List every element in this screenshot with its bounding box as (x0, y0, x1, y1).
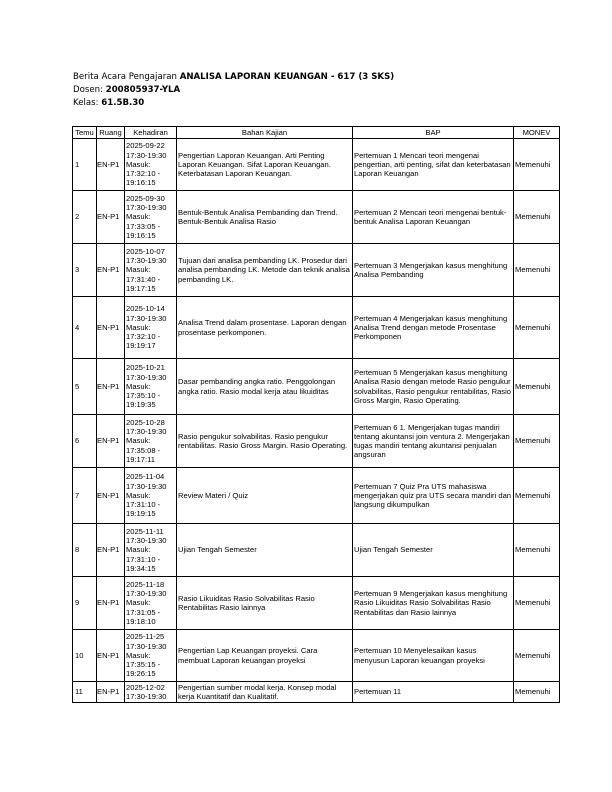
bap-cell (353, 630, 514, 682)
meeting-number: 7 (73, 468, 97, 524)
attendance-schedule: 17:30-19:30 (126, 641, 167, 651)
attendance-schedule: 17:30-19:30 (126, 256, 167, 266)
attendance-date: 2025-11-25 (126, 632, 165, 642)
attendance-checkin: 17:31:10 - (126, 554, 161, 564)
bap-text: Pertemuan 2 Mencari teori mengenai bentuk-bentuk Analisa Laporan Keuangan (354, 207, 507, 226)
room-code: EN-P1 (97, 139, 125, 191)
material-cell (177, 359, 353, 415)
attendance-checkin: 17:31:40 - (126, 274, 161, 284)
table-row (73, 359, 560, 415)
attendance-checkout: 19:17:11 (126, 454, 155, 464)
attendance-date: 2025-09-22 (126, 141, 165, 151)
table-row (73, 191, 560, 244)
monev-status: Memenuhi (514, 297, 560, 359)
material-text: Pengertian sumber modal kerja. Konsep modal kerja Kuantitatif dan Kualitatif. (178, 682, 337, 701)
table-row (73, 468, 560, 524)
attendance-status: Masuk: (126, 322, 151, 332)
attendance-checkin: 17:35:10 - (126, 391, 161, 401)
meeting-number: 1 (73, 139, 97, 191)
room-code: EN-P1 (97, 191, 125, 244)
meeting-number: 5 (73, 359, 97, 415)
bap-cell (353, 244, 514, 297)
attendance-status: Masuk: (126, 650, 151, 660)
room-code: EN-P1 (97, 468, 125, 524)
attendance-checkin: 17:32:10 - (126, 169, 161, 179)
bap-text: Pertemuan 9 Mengerjakan kasus menghitung Rasio Likuiditas Rasio Solvabilitas Rasio Rentabilitas dan Rasio lainnya (354, 589, 508, 617)
attendance-cell (125, 415, 177, 468)
col-header-bap: BAP (353, 127, 514, 139)
monev-status: Memenuhi (514, 468, 560, 524)
class-label: Kelas: (73, 98, 99, 108)
attendance-cell (125, 524, 177, 577)
bap-cell (353, 139, 514, 191)
attendance-cell (125, 630, 177, 682)
attendance-checkin: 17:31:10 - (126, 500, 161, 510)
attendance-date: 2025-09-30 (126, 193, 165, 203)
bap-text: Pertemuan 6 1. Mengerjakan tugas mandiri tentang akuntansi join ventura 2. Mengerjakan tugas mandiri tentang akuntansi penjualan angsuran (354, 422, 510, 460)
attendance-date: 2025-12-02 (126, 682, 165, 692)
material-text: Bentuk-Bentuk Analisa Pembanding dan Trend. Bentuk-Bentuk Analisa Rasio (178, 207, 338, 226)
table-row (73, 630, 560, 682)
table-row (73, 682, 560, 703)
attendance-status: Masuk: (126, 598, 151, 608)
title-line (73, 71, 394, 84)
attendance-checkout: 19:17:15 (126, 283, 156, 293)
attendance-checkout: 19:34:15 (126, 563, 156, 573)
material-cell (177, 415, 353, 468)
monev-status: Memenuhi (514, 577, 560, 630)
attendance-date: 2025-11-18 (126, 579, 165, 589)
attendance-cell (125, 468, 177, 524)
attendance-status: Masuk: (126, 159, 151, 169)
meeting-number: 2 (73, 191, 97, 244)
table-row (73, 415, 560, 468)
material-text: Analisa Trend dalam prosentase. Laporan dengan prosentase perkomponen. (178, 318, 347, 337)
room-code: EN-P1 (97, 415, 125, 468)
course-name: ANALISA LAPORAN KEUANGAN - 617 (3 SKS) (179, 72, 395, 82)
attendance-checkout: 19:16:15 (126, 230, 156, 240)
monev-status: Memenuhi (514, 630, 560, 682)
room-code: EN-P1 (97, 297, 125, 359)
class-id: 61.5B.30 (101, 98, 145, 108)
meeting-number: 3 (73, 244, 97, 297)
table-row (73, 524, 560, 577)
bap-cell (353, 415, 514, 468)
material-text: Tujuan dari analisa pembanding LK. Prosedur dari analisa pembanding LK. Metode dan teknik analisa pembanding LK. (178, 256, 350, 284)
attendance-status: Masuk: (126, 545, 151, 555)
attendance-cell (125, 139, 177, 191)
attendance-date: 2025-10-28 (126, 417, 165, 427)
attendance-status: Masuk: (126, 381, 151, 391)
room-code: EN-P1 (97, 524, 125, 577)
bap-text: Pertemuan 4 Mengerjakan kasus menghitung Analisa Trend dengan metode Prosentase Perkomponen (354, 313, 508, 342)
col-header-kehadiran: Kehadiran (125, 127, 177, 139)
monev-status: Memenuhi (514, 359, 560, 415)
attendance-checkin: 17:35:15 - (126, 660, 161, 670)
meeting-number: 11 (73, 682, 97, 703)
attendance-date: 2025-11-04 (126, 472, 165, 482)
attendance-cell (125, 359, 177, 415)
room-code: EN-P1 (97, 630, 125, 682)
monev-status: Memenuhi (514, 682, 560, 703)
bap-text: Pertemuan 11 (354, 687, 402, 697)
attendance-schedule: 17:30-19:30 (126, 150, 167, 160)
attendance-schedule: 17:30-19:30 (126, 589, 167, 599)
bap-cell (353, 359, 514, 415)
bap-text: Pertemuan 5 Mengerjakan kasus menghitung Analisa Rasio dengan metode Rasio pengukur solvabilitas, Rasio pengukur rentabilitas, Rasio Gross Margin, Rasio Operating. (354, 368, 512, 405)
bap-cell (353, 468, 514, 524)
attendance-checkout: 19:19:15 (126, 509, 156, 519)
attendance-checkin: 17:33:05 - (126, 221, 161, 231)
material-text: Ujian Tengah Semester (178, 545, 257, 555)
attendance-checkout: 19:18:10 (126, 616, 156, 626)
attendance-schedule: 17:30-19:30 (126, 692, 167, 701)
meeting-number: 4 (73, 297, 97, 359)
bap-text: Pertemuan 10 Menyelesaikan kasus menyusun Laporan keuangan proyeksi (354, 646, 485, 665)
attendance-table (72, 126, 560, 703)
table-row (73, 139, 560, 191)
attendance-status: Masuk: (126, 212, 151, 222)
room-code: EN-P1 (97, 577, 125, 630)
material-cell (177, 524, 353, 577)
col-header-ruang: Ruang (97, 127, 125, 139)
attendance-status: Masuk: (126, 265, 151, 275)
monev-status: Memenuhi (514, 191, 560, 244)
attendance-checkout: 19:19:17 (126, 341, 156, 351)
bap-cell (353, 682, 514, 703)
bap-cell (353, 191, 514, 244)
attendance-checkout: 19:26:15 (126, 669, 156, 679)
material-text: Review Materi / Quiz (178, 490, 249, 500)
bap-text: Pertemuan 1 Mencari teori mengenai pengertian, arti penting, sifat dan keterbatasan Laporan Keuangan (354, 150, 511, 179)
bap-cell (353, 524, 514, 577)
attendance-checkout: 19:16:15 (126, 178, 156, 188)
material-text: Rasio Likuiditas Rasio Solvabilitas Rasio Rentabilitas Rasio lainnya (178, 593, 315, 612)
monev-status: Memenuhi (514, 524, 560, 577)
meeting-number: 10 (73, 630, 97, 682)
material-cell (177, 630, 353, 682)
attendance-schedule: 17:30-19:30 (126, 536, 167, 546)
attendance-cell (125, 577, 177, 630)
table-row (73, 577, 560, 630)
col-header-temu: Temu (73, 127, 97, 139)
material-text: Rasio pengukur solvabilitas. Rasio pengukur rentabilitas. Rasio Gross Margin. Rasio Operating. (178, 431, 348, 450)
attendance-cell (125, 244, 177, 297)
monev-status: Memenuhi (514, 139, 560, 191)
material-text: Pengertian Lap Keuangan proyeksi. Cara membuat Laporan keuangan proyeksi (178, 646, 318, 665)
bap-cell (353, 577, 514, 630)
room-code: EN-P1 (97, 682, 125, 703)
room-code: EN-P1 (97, 359, 125, 415)
attendance-checkin: 17:31:05 - (126, 607, 161, 617)
col-header-monev: MONEV (514, 127, 560, 139)
monev-status: Memenuhi (514, 244, 560, 297)
attendance-schedule: 17:30-19:30 (126, 313, 167, 323)
meeting-number: 6 (73, 415, 97, 468)
lecturer-id: 200805937-YLA (105, 85, 181, 95)
meeting-number: 9 (73, 577, 97, 630)
attendance-cell (125, 682, 177, 703)
lecturer-line (73, 84, 394, 97)
attendance-date: 2025-10-14 (126, 304, 165, 314)
bap-text: Pertemuan 3 Mengerjakan kasus menghitung Analisa Pembanding (354, 260, 508, 279)
attendance-checkin: 17:32:10 - (126, 332, 161, 342)
document-header (73, 71, 394, 110)
material-text: Pengertian Laporan Keuangan. Arti Penting Laporan Keuangan. Sifat Laporan Keuangan. Keterbatasan Laporan Keuangan. (178, 150, 331, 179)
material-text: Dasar pembanding angka ratio. Penggolongan angka ratio. Rasio modal kerja atau likuiditas (178, 377, 336, 396)
room-code: EN-P1 (97, 244, 125, 297)
attendance-checkout: 19:19:35 (126, 400, 156, 410)
col-header-bahan-kajian: Bahan Kajian (177, 127, 353, 139)
attendance-checkin: 17:35:08 - (126, 445, 161, 455)
attendance-schedule: 17:30-19:30 (126, 427, 167, 437)
attendance-status: Masuk: (126, 436, 151, 446)
attendance-schedule: 17:30-19:30 (126, 203, 167, 213)
material-cell (177, 468, 353, 524)
attendance-schedule: 17:30-19:30 (126, 481, 167, 491)
attendance-cell (125, 191, 177, 244)
bap-cell (353, 297, 514, 359)
material-cell (177, 297, 353, 359)
lecturer-label: Dosen: (73, 85, 103, 95)
class-line (73, 97, 394, 110)
table-row (73, 244, 560, 297)
monev-status: Memenuhi (514, 415, 560, 468)
material-cell (177, 191, 353, 244)
material-cell (177, 577, 353, 630)
bap-text: Pertemuan 7 Quiz Pra UTS mahasiswa mengerjakan quiz pra UTS secara mandiri dan langsung dikumpulkan (354, 481, 512, 510)
table-row (73, 297, 560, 359)
bap-text: Ujian Tengah Semester (354, 545, 433, 555)
attendance-status: Masuk: (126, 490, 151, 500)
attendance-schedule: 17:30-19:30 (126, 372, 167, 382)
material-cell (177, 244, 353, 297)
attendance-date: 2025-10-21 (126, 363, 165, 373)
title-prefix: Berita Acara Pengajaran (73, 72, 177, 82)
attendance-date: 2025-11-11 (126, 526, 164, 536)
table-header-row (73, 127, 560, 139)
attendance-date: 2025-10-07 (126, 246, 165, 256)
material-cell (177, 139, 353, 191)
attendance-cell (125, 297, 177, 359)
meeting-number: 8 (73, 524, 97, 577)
material-cell (177, 682, 353, 703)
